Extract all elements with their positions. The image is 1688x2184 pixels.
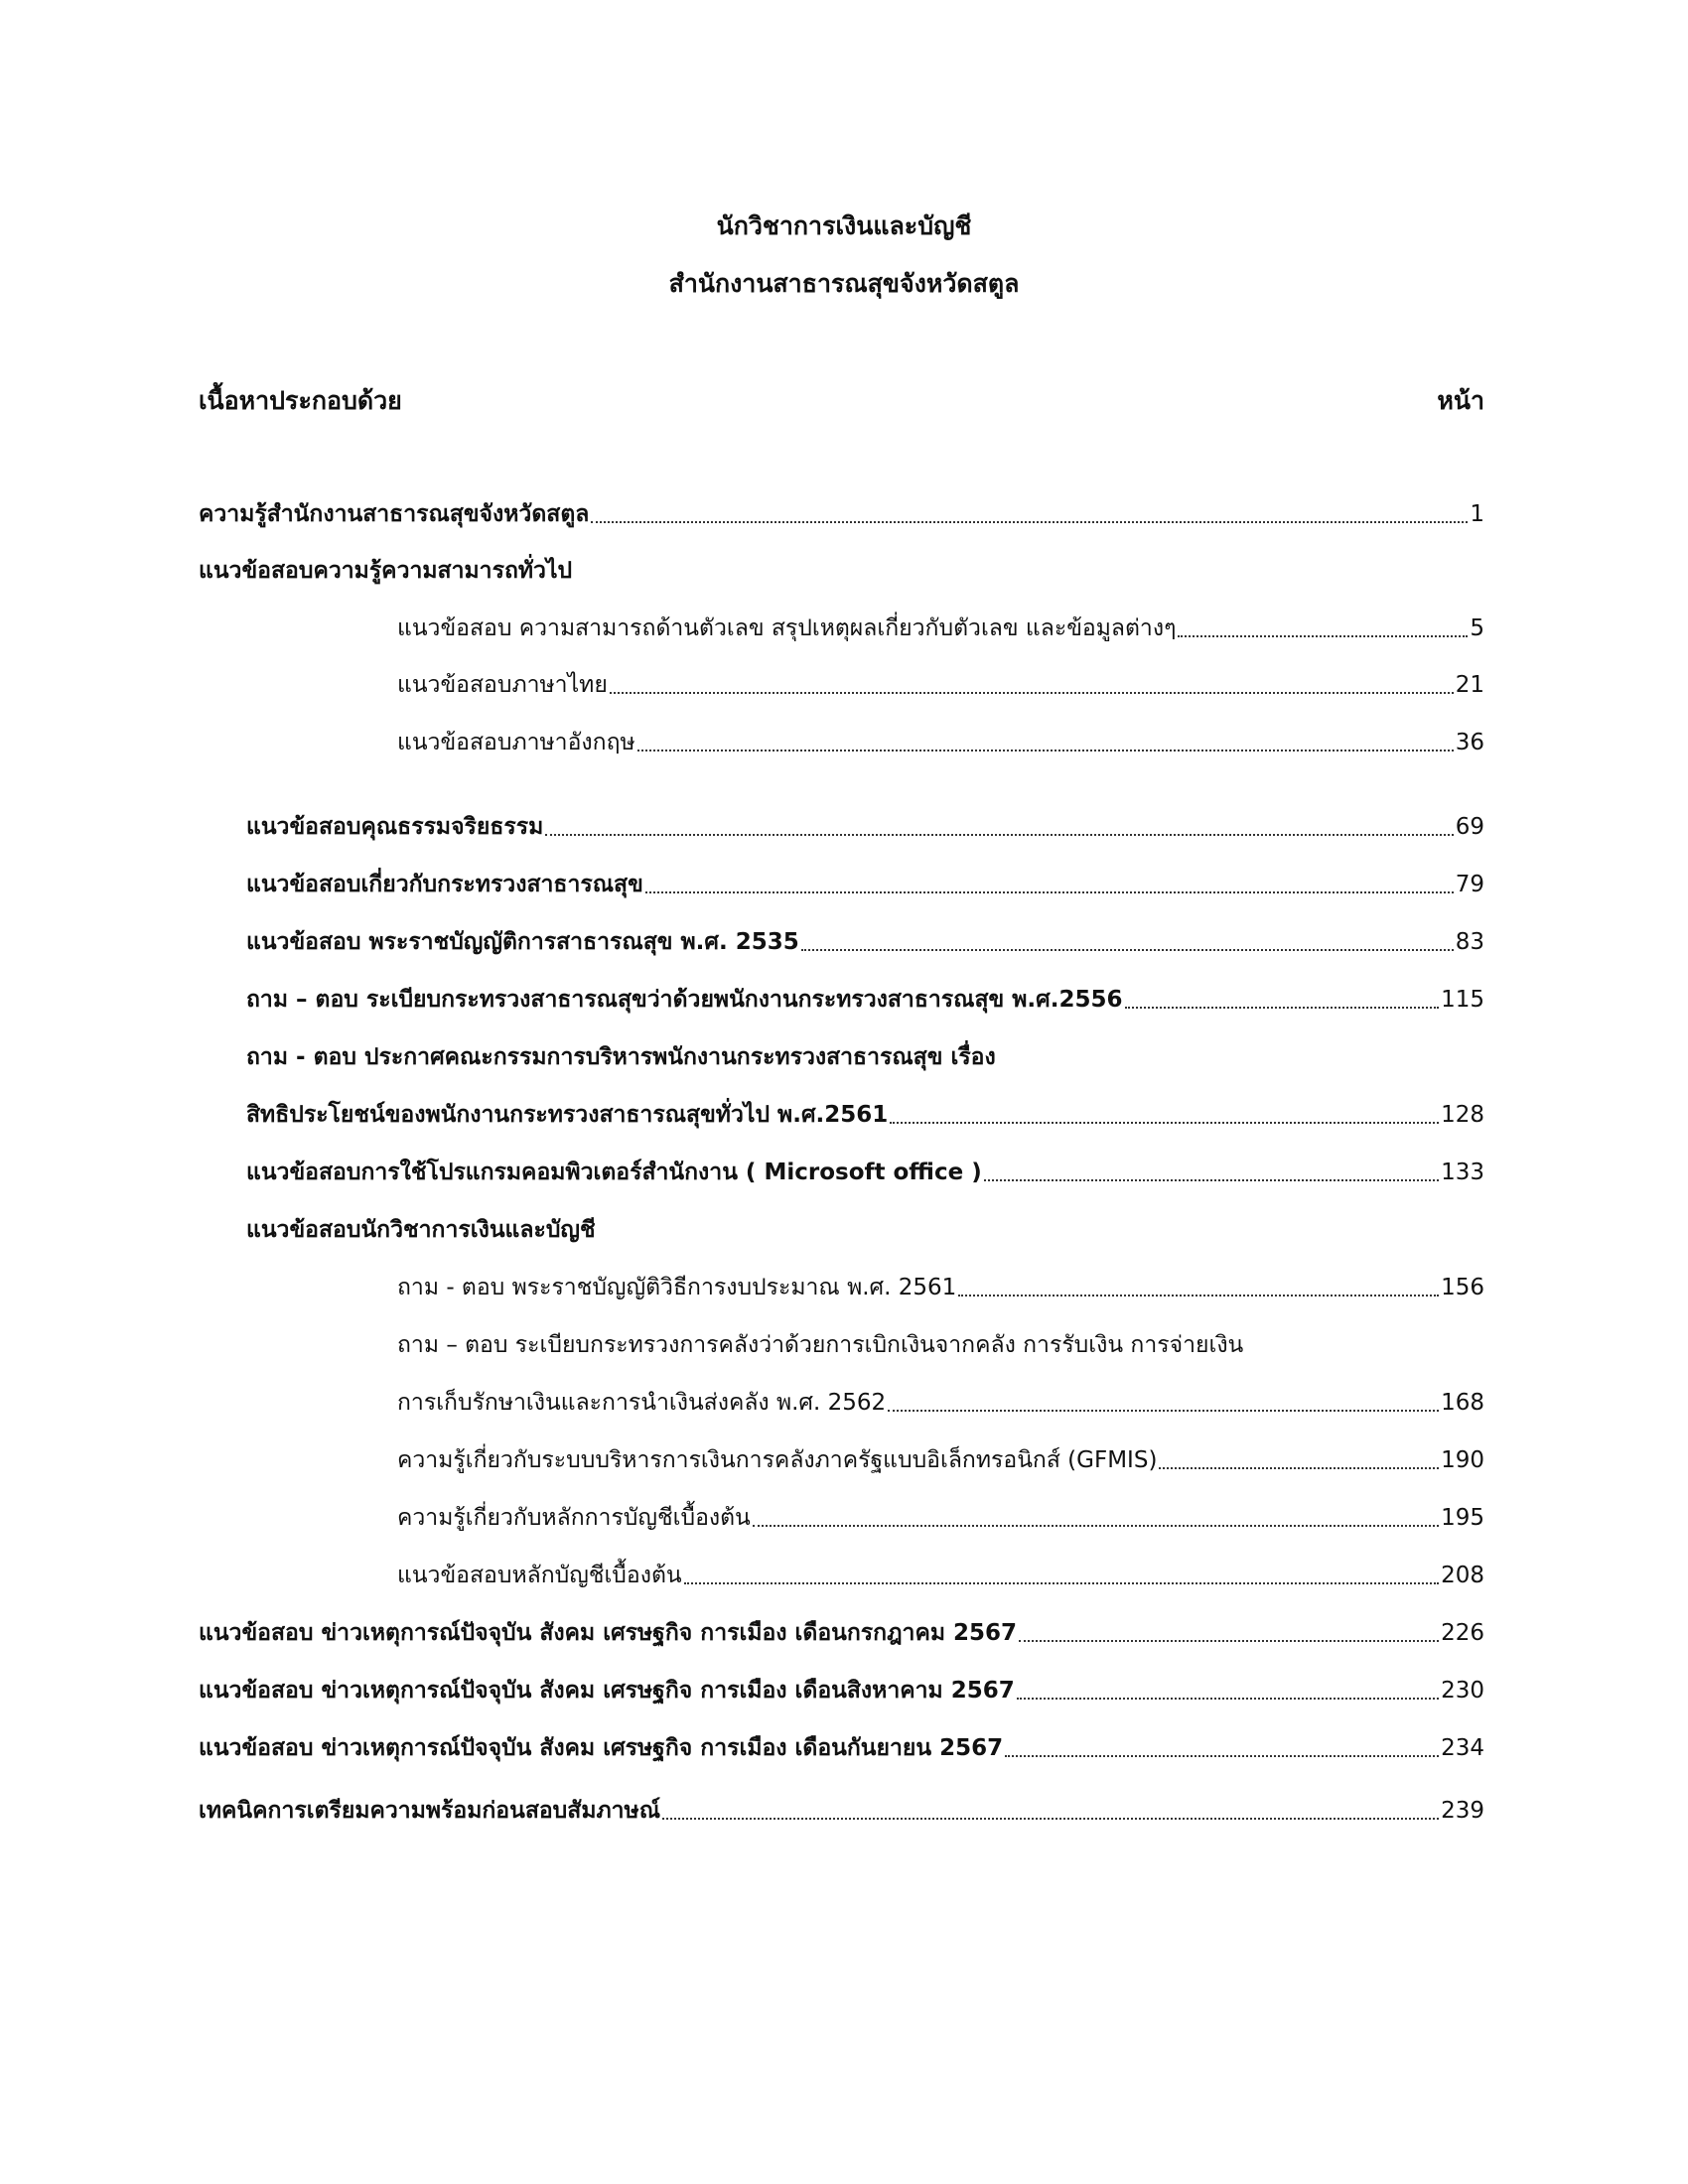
- toc-entry: [397, 611, 1484, 646]
- toc-entry-page: 208: [1441, 1563, 1484, 1588]
- toc-entry: [246, 809, 1484, 845]
- dot-leader: [1017, 1697, 1439, 1700]
- dot-leader: [645, 890, 1454, 893]
- toc-entry-label: แนวข้อสอบ ข่าวเหตุการณ์ปัจจุบัน สังคม เศรษฐกิจ การเมือง เดือนกันยายน 2567: [199, 1735, 1004, 1761]
- toc-entry-label: แนวข้อสอบหลักบัญชีเบื้องต้น: [397, 1563, 682, 1588]
- toc-entry: [246, 982, 1484, 1018]
- toc-entry: [199, 1793, 1484, 1829]
- dot-leader: [1125, 1006, 1440, 1009]
- toc-entry-label: แนวข้อสอบเกี่ยวกับกระทรวงสาธารณสุข: [246, 872, 643, 897]
- toc-entry-label: ถาม - ตอบ ประกาศคณะกรรมการบริหารพนักงานกระทรวงสาธารณสุข เรื่อง: [246, 1044, 996, 1070]
- toc-entry-label: ถาม – ตอบ ระเบียบกระทรวงสาธารณสุขว่าด้วยพนักงานกระทรวงสาธารณสุข พ.ศ.2556: [246, 987, 1123, 1013]
- toc-entry: [397, 1500, 1484, 1536]
- dot-leader: [662, 1817, 1439, 1820]
- toc-entry: [199, 1730, 1484, 1766]
- toc-entry-page: 115: [1441, 987, 1484, 1013]
- toc-entry-page: 79: [1455, 872, 1484, 897]
- toc-entry: [397, 1270, 1484, 1305]
- dot-leader: [684, 1581, 1439, 1584]
- toc-entry-label: เทคนิคการเตรียมความพร้อมก่อนสอบสัมภาษณ์: [199, 1798, 661, 1824]
- toc-entry-label: แนวข้อสอบภาษาอังกฤษ: [397, 730, 635, 755]
- toc-entry-page: 36: [1455, 730, 1484, 755]
- toc-entry-label: ความรู้สำนักงานสาธารณสุขจังหวัดสตูล: [199, 501, 590, 527]
- toc-entry-label: แนวข้อสอบภาษาไทย: [397, 672, 608, 698]
- dot-leader: [1019, 1639, 1439, 1642]
- toc-entry: [397, 725, 1484, 760]
- dot-leader: [1159, 1466, 1439, 1469]
- toc-entry-page: 234: [1441, 1735, 1484, 1761]
- toc-entry-page: 156: [1441, 1275, 1484, 1300]
- toc-entry-page: 128: [1441, 1102, 1484, 1128]
- dot-leader: [637, 749, 1454, 751]
- toc-entry: [246, 1155, 1484, 1190]
- toc-entry: [397, 1558, 1484, 1593]
- toc-entry-page: 21: [1455, 672, 1484, 698]
- toc-entry-page: 239: [1441, 1798, 1484, 1824]
- toc-entry-label: การเก็บรักษาเงินและการนำเงินส่งคลัง พ.ศ. 2562: [397, 1390, 887, 1416]
- toc-entry: [397, 1327, 1484, 1363]
- toc-entry: [246, 867, 1484, 902]
- toc-entry-label: แนวข้อสอบการใช้โปรแกรมคอมพิวเตอร์สำนักงาน ( Microsoft office ): [246, 1160, 982, 1185]
- toc-entry-label: แนวข้อสอบ ความสามารถด้านตัวเลข สรุปเหตุผลเกี่ยวกับตัวเลข และข้อมูลต่างๆ: [397, 615, 1177, 641]
- toc-entry-page: 69: [1455, 814, 1484, 840]
- dot-leader: [1178, 634, 1468, 637]
- dot-leader: [610, 691, 1454, 694]
- dot-leader: [753, 1524, 1439, 1527]
- toc-entry: [397, 1442, 1484, 1478]
- toc-entry-page: 1: [1470, 501, 1484, 527]
- toc-entry-label: แนวข้อสอบคุณธรรมจริยธรรม: [246, 814, 544, 840]
- document-title: นักวิชาการเงินและบัญชี: [716, 211, 972, 240]
- toc-entry: [397, 667, 1484, 703]
- toc-entry-page: 168: [1441, 1390, 1484, 1416]
- toc-entry-label: ถาม - ตอบ พระราชบัญญัติวิธีการงบประมาณ พ.ศ. 2561: [397, 1275, 957, 1300]
- toc-entry-page: 133: [1441, 1160, 1484, 1185]
- toc-entry-label: แนวข้อสอบ พระราชบัญญัติการสาธารณสุข พ.ศ. 2535: [246, 929, 799, 955]
- toc-entry-label: แนวข้อสอบ ข่าวเหตุการณ์ปัจจุบัน สังคม เศรษฐกิจ การเมือง เดือนสิงหาคาม 2567: [199, 1678, 1015, 1704]
- dot-leader: [1005, 1754, 1439, 1757]
- page-column-label: หน้า: [1437, 386, 1484, 415]
- toc-entry-page: 5: [1470, 615, 1484, 641]
- toc-entry: [246, 1097, 1484, 1133]
- toc-entry: [246, 1212, 1484, 1248]
- toc-entry: [246, 924, 1484, 960]
- toc-entry: [199, 496, 1484, 532]
- toc-entry: [397, 1385, 1484, 1421]
- dot-leader: [984, 1178, 1439, 1181]
- toc-entry-label: สิทธิประโยชน์ของพนักงานกระทรวงสาธารณสุขทั่วไป พ.ศ.2561: [246, 1102, 889, 1128]
- toc-header: [199, 381, 1484, 421]
- toc-entry-label: แนวข้อสอบนักวิชาการเงินและบัญชี: [246, 1217, 596, 1243]
- toc-entry-page: 195: [1441, 1505, 1484, 1531]
- dot-leader: [958, 1294, 1439, 1297]
- dot-leader: [801, 948, 1454, 951]
- dot-leader: [591, 520, 1468, 523]
- dot-leader: [545, 833, 1453, 836]
- toc-entry-label: ถาม – ตอบ ระเบียบกระทรวงการคลังว่าด้วยการเบิกเงินจากคลัง การรับเงิน การจ่ายเงิน: [397, 1332, 1244, 1358]
- toc-entry: [199, 1673, 1484, 1708]
- toc-entry-page: 83: [1455, 929, 1484, 955]
- document-subtitle: สำนักงานสาธารณสุขจังหวัดสตูล: [668, 269, 1020, 298]
- toc-entry-page: 226: [1441, 1620, 1484, 1646]
- contents-label: เนื้อหาประกอบด้วย: [199, 386, 402, 415]
- toc-entry-label: ความรู้เกี่ยวกับระบบบริหารการเงินการคลังภาครัฐแบบอิเล็กทรอนิกส์ (GFMIS): [397, 1447, 1158, 1473]
- toc-entry-label: แนวข้อสอบ ข่าวเหตุการณ์ปัจจุบัน สังคม เศรษฐกิจ การเมือง เดือนกรกฎาคม 2567: [199, 1620, 1018, 1646]
- toc-entry: [199, 553, 1484, 589]
- toc-entry: [199, 1615, 1484, 1651]
- dot-leader: [890, 1121, 1439, 1124]
- toc-entry: [246, 1039, 1484, 1075]
- dot-leader: [888, 1409, 1439, 1412]
- toc-entry-label: แนวข้อสอบความรู้ความสามารถทั่วไป: [199, 558, 573, 584]
- toc-entry-page: 190: [1441, 1447, 1484, 1473]
- toc-entry-label: ความรู้เกี่ยวกับหลักการบัญชีเบื้องต้น: [397, 1505, 751, 1531]
- toc-entry-page: 230: [1441, 1678, 1484, 1704]
